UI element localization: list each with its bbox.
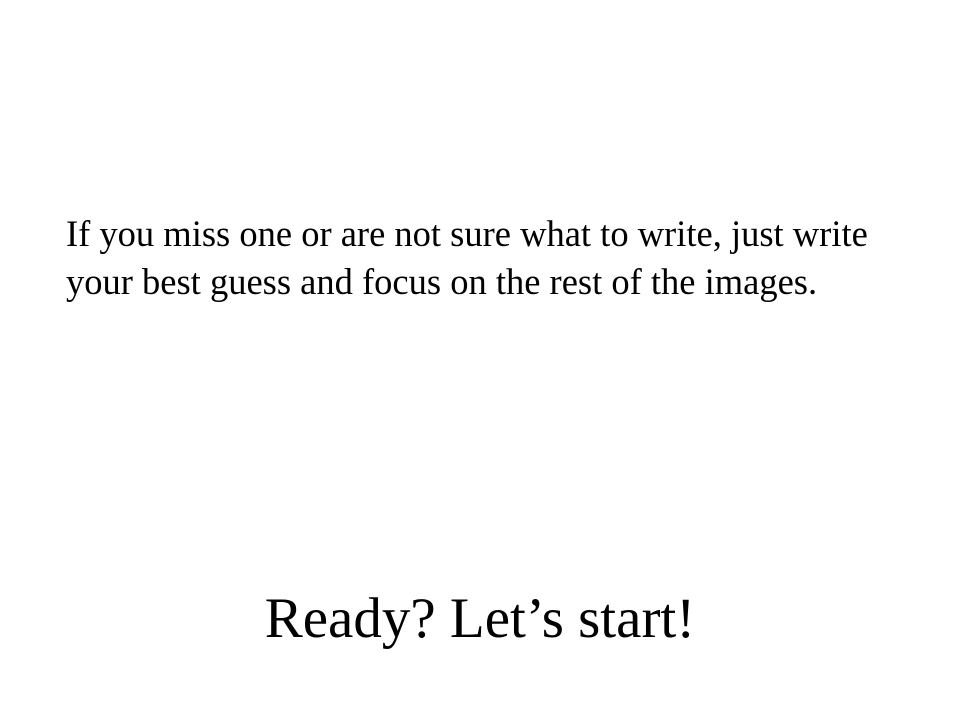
start-prompt: Ready? Let’s start!: [264, 587, 696, 650]
instruction-text: If you miss one or are not sure what to write, just write your best guess and focus on the rest of the images.: [66, 213, 868, 302]
